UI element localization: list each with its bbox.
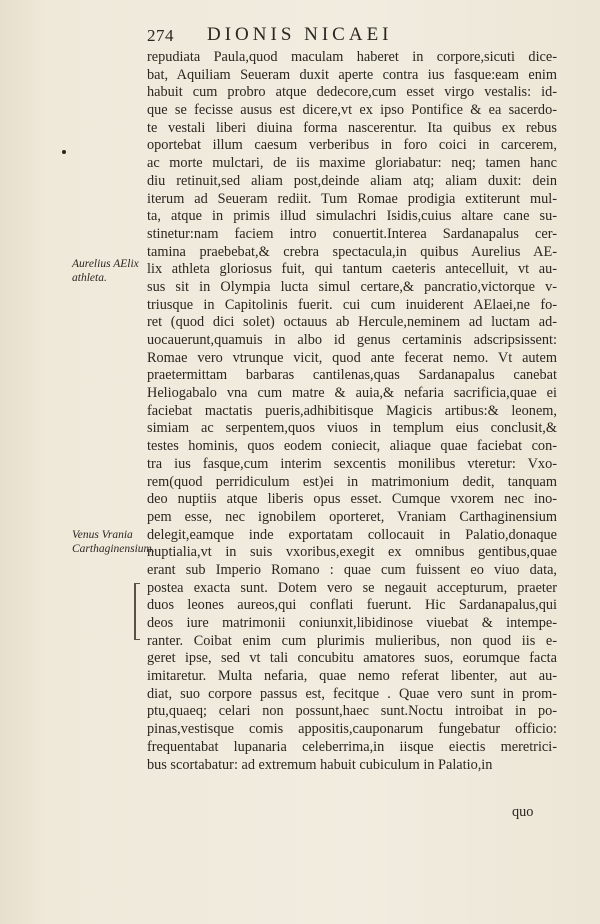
text-line: ranter. Coibat enim cum plurimis mulieribus, non quod iis e- (147, 632, 557, 649)
text-line: simiam ac serpentem,quos viuos in templum eius conclusit,& (147, 420, 557, 437)
marginal-note-venus: Venus Vrania Carthaginensium. (72, 529, 155, 555)
text-line: sus sit in Olympia lucta simul certare,& pancratio,victorque v- (147, 278, 557, 295)
text-line: pem esse, nec ignobilem oporteret, Vraniam Carthaginensium (147, 508, 557, 525)
page-number: 274 (147, 26, 174, 45)
text-line: erant sub Imperio Romano : quae cum fuissent eo viuo data, (147, 561, 557, 578)
text-line: bat, Aquiliam Seueram duxit aperte contra ius fasque:eam enim (147, 66, 557, 83)
text-line: tra ius fasque,cum interim sexcentis monilibus vteretur: Vxo- (147, 455, 557, 472)
text-line: triusque in Capitolinis fuerit. cui cum inuiderent AElaei,ne fo- (147, 296, 557, 313)
text-line: bus scortabatur: ad extremum habuit cubiculum in Palatio,in (147, 756, 493, 773)
marginal-note-aurelius: Aurelius AElix athleta. (72, 258, 139, 284)
text-line: faciebat mactatis pueris,adhibitisque Magicis artibus:& leonem, (147, 402, 557, 419)
text-line: te vestali liberi diuina forma nascerentur. Ita quibus ex rebus (147, 119, 557, 136)
text-line: postea exacta sunt. Dotem vero se negauit accepturum, praeter (147, 579, 557, 596)
page-header (147, 22, 567, 48)
running-title: DIONIS NICAEI (207, 24, 393, 45)
text-line: ptu,quaeq; celari non possunt,haec sunt.Noctu introibat in po- (147, 703, 557, 720)
text-line: iterum ad Seueram rediit. Tum Romae prodigia extiterunt mul- (147, 190, 557, 207)
text-line: deos iure matrimonii coniunxit,libidinose viuebat & intempe- (147, 615, 557, 631)
text-line: praetermittam barbaras cantilenas,quas Sardanapalus canebat (147, 367, 557, 384)
text-line: deo nuptiis atque liberis opus esset. Cumque vxorem nec ino- (147, 491, 557, 508)
text-line: pinas,vestisque comis appositis,cauponarum fungebatur officio: (147, 721, 557, 738)
text-line: uocauerunt,quamuis in albo id genus certaminis adscripsissent: (147, 332, 557, 348)
text-line: ta, atque in primis illud simulachri Isidis,cuius altare cane su- (147, 208, 557, 225)
margin-dot-mark (62, 150, 66, 154)
text-line: diu retinuit,sed aliam post,deinde aliam atq; aliam duxit: dein (147, 172, 557, 189)
text-line: repudiata Paula,quod maculam haberet in corpore,sicuti dice- (147, 49, 557, 65)
margin-bracket-mark (134, 583, 140, 640)
text-line: habuit cum probro atque dedecore,cum esset virgo vestalis: id- (147, 84, 557, 101)
text-line: ret (quod dici solet) octauus ab Hercule,neminem ad luctam ad- (147, 314, 557, 331)
text-line: rem(quod perridiculum est)ei in matrimonium dedit, tanquam (147, 473, 557, 490)
text-line: oportebat illum caesum verberibus in foro coici in carcerem, (147, 137, 557, 154)
text-line: Heliogabalo vna cum matre & auia,& nefaria sacrificia,quae ei (147, 385, 557, 402)
text-line: lix athleta gloriosus fuit, qui tantum caeteris antecelluit, vt au- (147, 261, 557, 278)
text-line: testes hominis, quos eodem coniecit, aliaque quae faciebat con- (147, 438, 557, 455)
text-line: geret ipse, sed vt tali concubitu amatores suos, eorumque facta (147, 650, 557, 667)
text-line: que se fecisse ausus est dicere,vt ex ipso Pontifice & ea sacerdo- (147, 102, 557, 119)
body-text (147, 49, 557, 774)
text-line: imitaretur. Multa nefaria, quae nemo referat libenter, aut au- (147, 668, 557, 685)
text-line: tamina praebebat,& crebra spectacula,in quibus Aurelius AE- (147, 243, 557, 260)
text-line: nuptialia,vt in suis vxoribus,exegit ex omnibus gentibus,quae (147, 544, 557, 561)
text-line: delegit,eamque inde exportatam collocauit in Palatio,donaque (147, 526, 557, 543)
text-line: duos leones aureos,qui conflati fuerunt. Hic Sardanapalus,qui (147, 597, 557, 614)
text-line: stinetur:nam faciem intro conuertit.Interea Sardanapalus cer- (147, 225, 557, 242)
text-line: frequentabat lupanaria celeberrima,in iisque eiectis meretrici- (147, 738, 557, 755)
text-line: diat, suo corpore passus est, fecitque . Quae vero sunt in prom- (147, 685, 557, 702)
text-line: ac morte mulctari, de iis maxime gloriabatur: neq; tamen hanc (147, 155, 557, 172)
text-line: Romae vero vtrunque vicit, quod ante fecerat nemo. Vt autem (147, 349, 557, 366)
catchword: quo (512, 804, 534, 820)
